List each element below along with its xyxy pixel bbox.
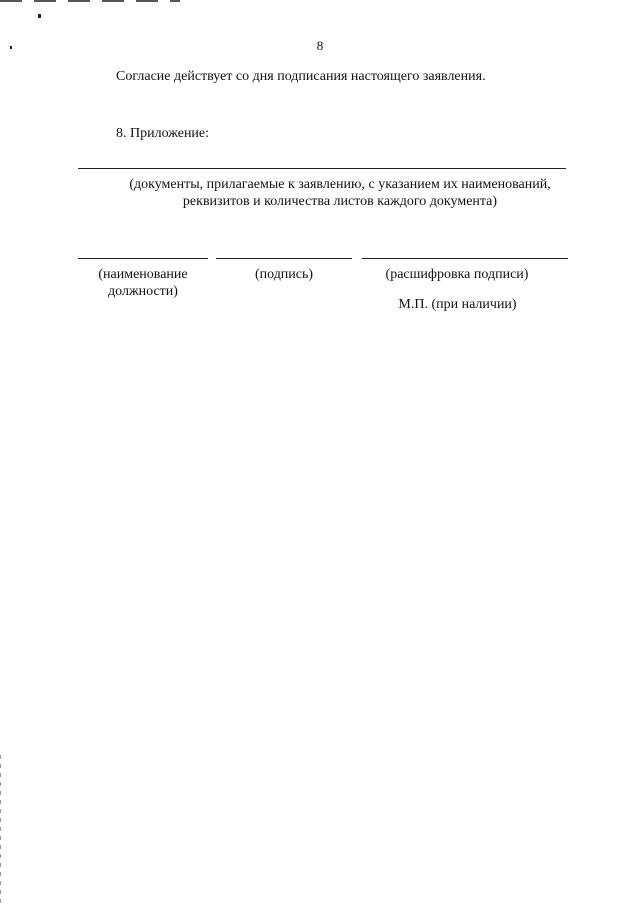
signature-decoding-line	[362, 258, 568, 259]
consent-text: Согласие действует со дня подписания настоящего заявления.	[116, 69, 486, 84]
attachment-fill-line	[78, 168, 566, 169]
attachment-heading: 8. Приложение:	[116, 126, 210, 141]
scan-artifact-left-edge	[0, 755, 1, 905]
position-caption-line-2: должности)	[108, 284, 178, 299]
attachment-caption-line-1: (документы, прилагаемые к заявлению, с указанием их наименований,	[129, 177, 551, 192]
signature-line	[216, 258, 352, 259]
signature-caption: (подпись)	[254, 267, 314, 282]
signature-decoding-caption: (расшифровка подписи)	[385, 267, 529, 282]
scan-artifact-mark	[38, 14, 41, 18]
position-caption	[78, 266, 208, 300]
position-caption-line-1: (наименование	[98, 267, 188, 282]
page-number: 8	[316, 38, 324, 53]
position-signature-line	[78, 258, 208, 259]
scan-artifact-top-dashes	[0, 0, 180, 2]
attachment-caption	[60, 176, 620, 210]
attachment-caption-line-2: реквизитов и количества листов каждого документа)	[182, 194, 498, 209]
stamp-caption: М.П. (при наличии)	[398, 297, 517, 312]
